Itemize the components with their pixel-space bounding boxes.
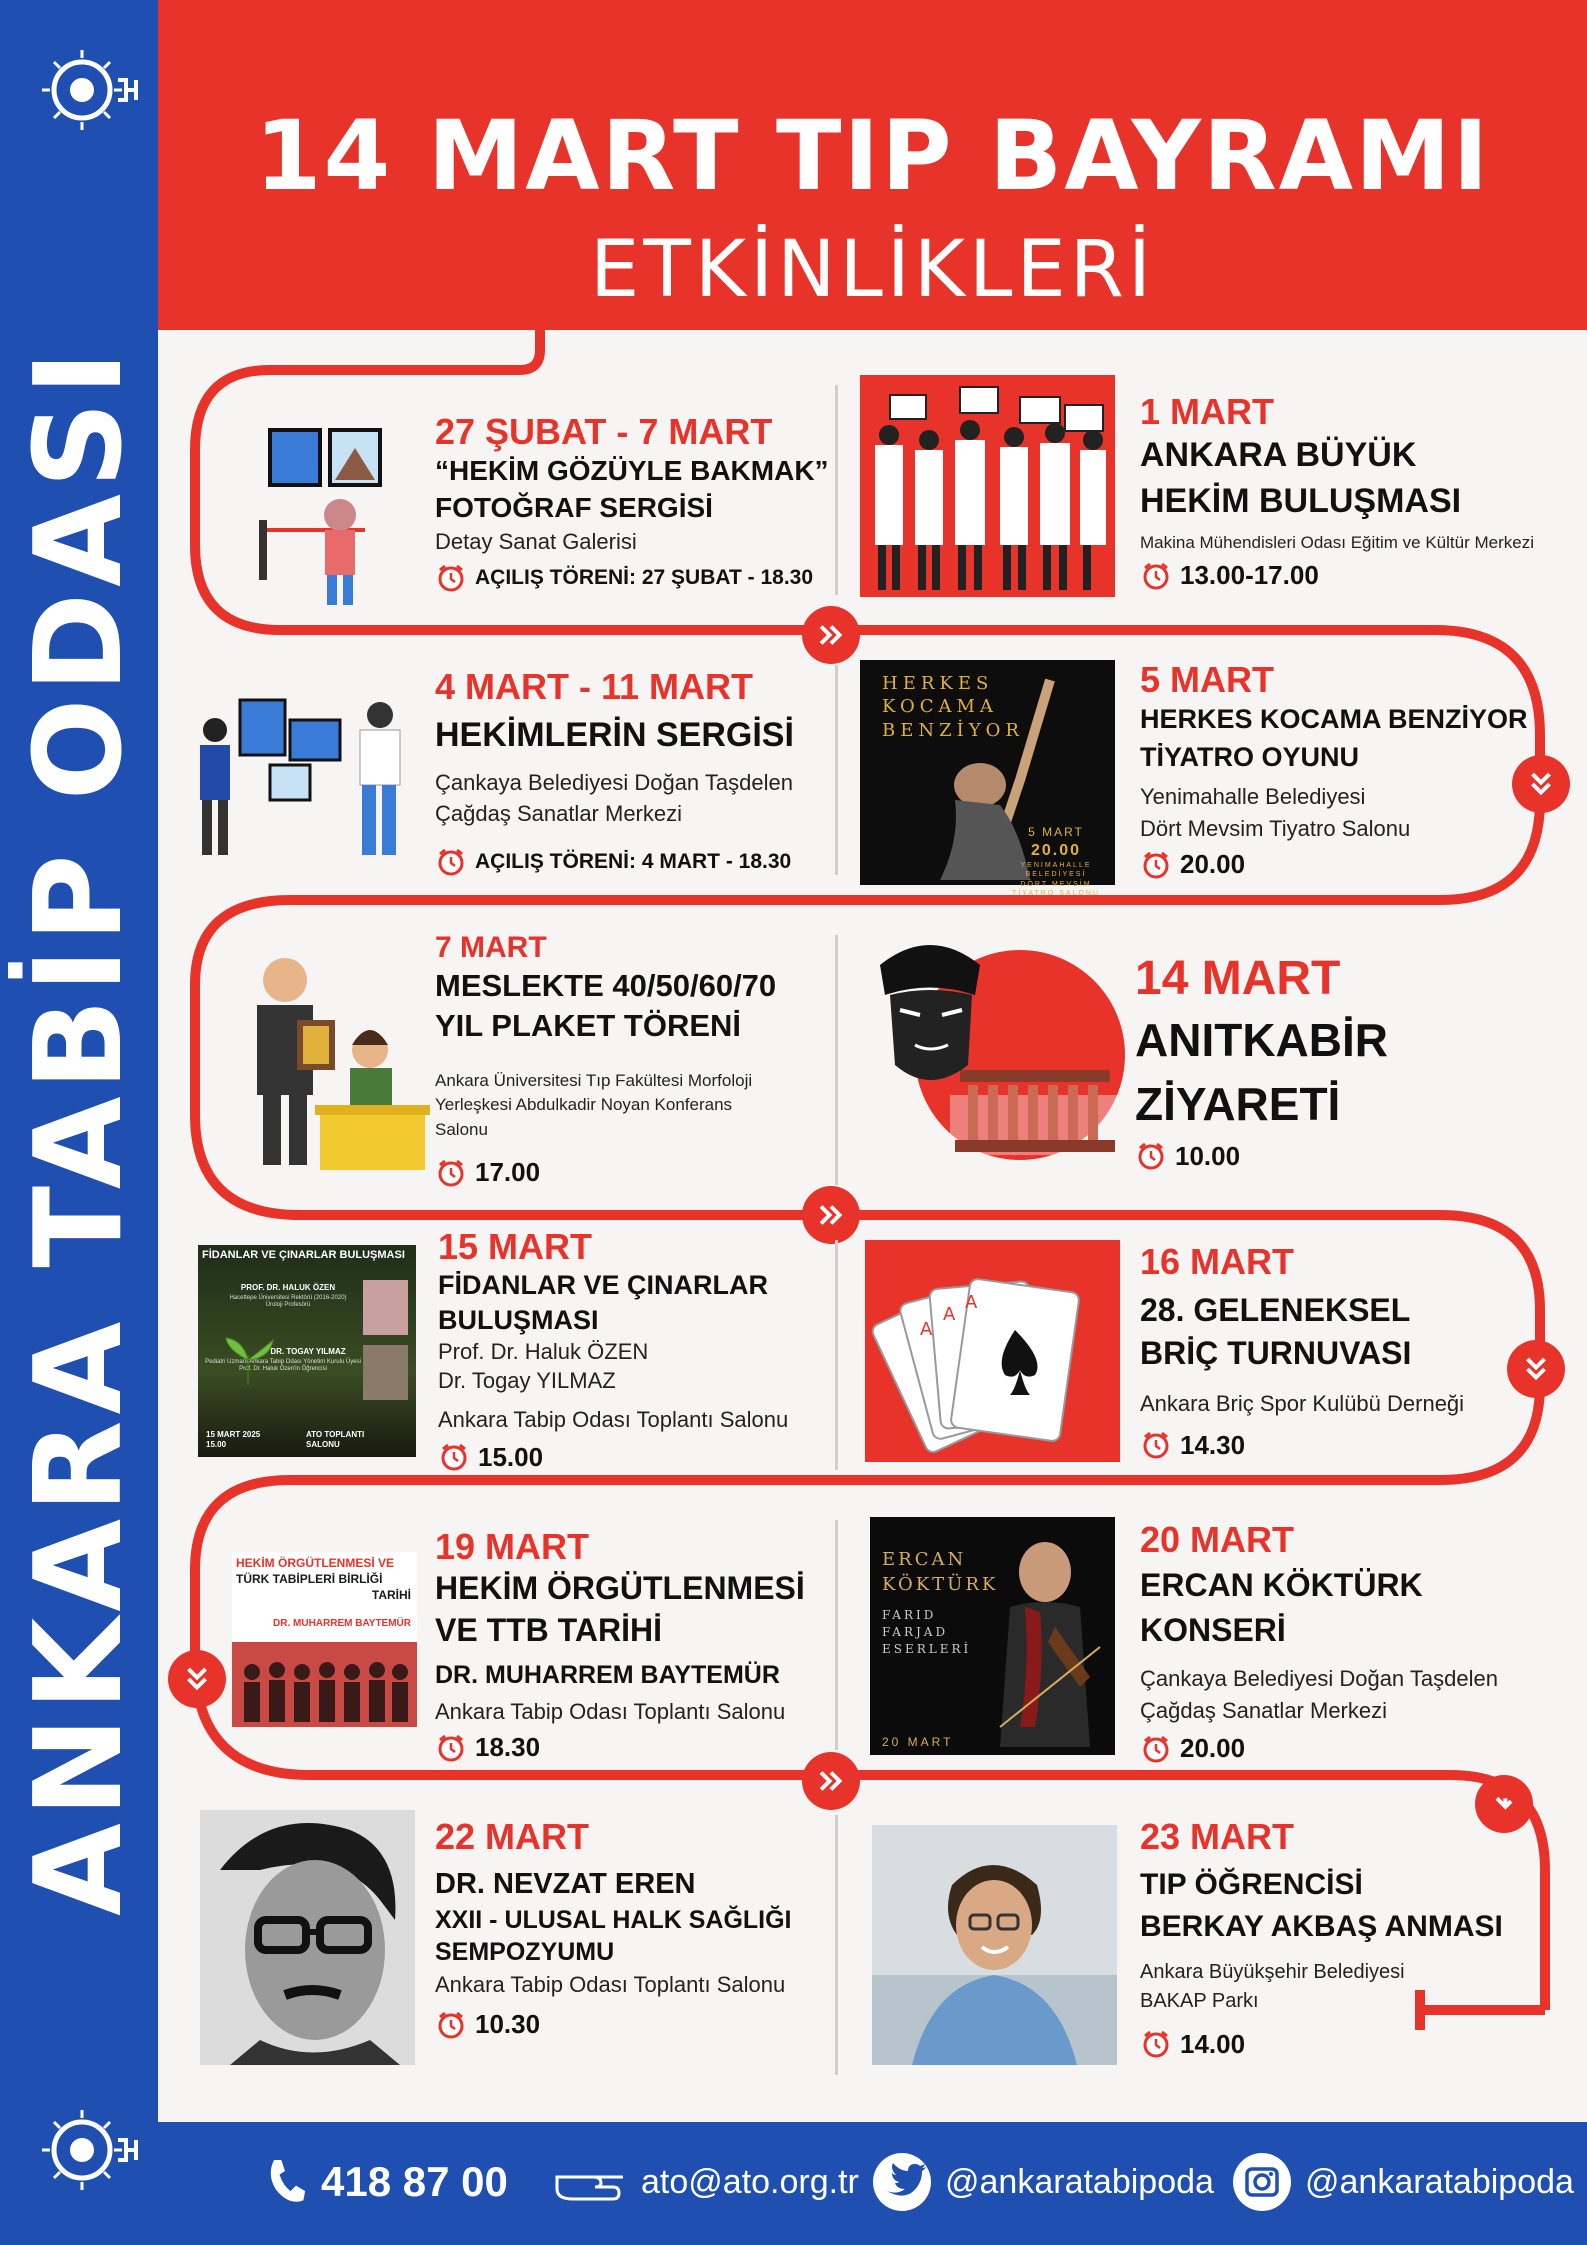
- sub-title: ETKİNLİKLERİ: [590, 225, 1155, 315]
- ato-logo-top: [22, 30, 142, 150]
- svg-text:A: A: [965, 1292, 978, 1313]
- event-date: 7 MART: [435, 931, 547, 964]
- poster-info: 5 MART 20.00 YENİMAHALLE BELEDİYESİ DÖRT MEVSİM TİYATRO SALONU: [1011, 825, 1101, 897]
- vertical-title-text: ANKARA TABİP ODASI: [10, 344, 150, 1916]
- event-time: 14.00: [1140, 2028, 1503, 2060]
- divider: [835, 1815, 838, 2075]
- twitter-icon: [873, 2153, 931, 2211]
- divider: [835, 1520, 838, 1750]
- divider: [835, 1240, 838, 1470]
- event-5-mart: [1140, 658, 1528, 881]
- event-place: Yenimahalle Belediyesi: [1140, 783, 1366, 809]
- event-place: Ankara Büyükşehir Belediyesi: [1140, 1961, 1405, 1984]
- main-title: 14 MART TIP BAYRAMI: [254, 100, 1491, 212]
- svg-text:A: A: [943, 1304, 956, 1325]
- chevron-right-icon: [802, 606, 860, 664]
- anitkabir-illustration: [860, 925, 1130, 1175]
- event-date: 1 MART: [1140, 391, 1274, 432]
- alarm-clock-icon: [1140, 2028, 1172, 2060]
- event-place: Çankaya Belediyesi Doğan Taşdelen: [1140, 1665, 1498, 1691]
- event-title: KONSERİ: [1140, 1611, 1286, 1648]
- event-title: 28. GELENEKSEL: [1140, 1292, 1411, 1329]
- event-date: 19 MART: [435, 1526, 590, 1567]
- event-title: DR. NEVZAT EREN: [435, 1868, 696, 1901]
- event-title: BULUŞMASI: [438, 1305, 599, 1336]
- alarm-clock-icon: [435, 562, 467, 594]
- event-date: 14 MART: [1135, 952, 1341, 1005]
- alarm-clock-icon: [438, 1441, 470, 1473]
- event-date: 23 MART: [1140, 1816, 1295, 1857]
- event-title: HEKİM ÖRGÜTLENMESİ: [435, 1570, 805, 1607]
- event-place: Makina Mühendisleri Odası Eğitim ve Kültür Merkezi: [1140, 532, 1534, 552]
- event-date: 15 MART: [438, 1226, 593, 1267]
- event-time: 10.00: [1135, 1140, 1388, 1172]
- event-7-mart: [435, 930, 776, 1189]
- event-title: VE TTB TARİHİ: [435, 1611, 662, 1648]
- event-1-mart: [1140, 390, 1534, 592]
- event-title: FİDANLAR VE ÇINARLAR: [438, 1270, 768, 1301]
- event-place: Ankara Üniversitesi Tıp Fakültesi Morfoloji: [435, 1070, 753, 1090]
- phone-icon: [263, 2156, 307, 2208]
- fidanlar-poster: FİDANLAR VE ÇINARLAR BULUŞMASI PROF. DR. HALUK ÖZEN Hacettepe Üniversitesi Rektörü (2016-2020) Üroloji Profesörü DR. TOGAY YILMAZ Pediatri Uzmanı Ankara Tabip Odası Yönetim Kurulu Üyesi Prof. Dr. Haluk Özen'in Öğrencisi 15 MART 2025 15.00 ATO TOPLANTI SALONU: [198, 1245, 416, 1457]
- event-place: Çağdaş Sanatlar Merkezi: [435, 801, 683, 827]
- event-time: 13.00-17.00: [1140, 560, 1534, 592]
- alarm-clock-icon: [435, 1157, 467, 1189]
- event-title: TIP ÖĞRENCİSİ: [1140, 1868, 1363, 1902]
- event-time: AÇILIŞ TÖRENİ: 27 ŞUBAT - 18.30: [435, 562, 829, 594]
- event-place: Salonu: [435, 1119, 488, 1139]
- ato-logo-bottom: [22, 2090, 142, 2210]
- alarm-clock-icon: [435, 846, 467, 878]
- instagram-icon: [1233, 2153, 1291, 2211]
- event-speaker: Prof. Dr. Haluk ÖZEN: [438, 1339, 649, 1365]
- alarm-clock-icon: [1140, 1429, 1172, 1461]
- event-title: HERKES KOCAMA BENZİYOR: [1140, 704, 1528, 735]
- footer-email[interactable]: ato@ato.org.tr: [553, 2152, 859, 2212]
- event-title: “HEKİM GÖZÜYLE BAKMAK”: [435, 455, 829, 487]
- event-place: Ankara Tabip Odası Toplantı Salonu: [435, 1698, 786, 1724]
- event-15-mart: [438, 1225, 788, 1473]
- alarm-clock-icon: [1140, 849, 1172, 881]
- alarm-clock-icon: [435, 2009, 467, 2041]
- ttb-history-poster: HEKİM ÖRGÜTLENMESİ VE TÜRK TABİPLERİ BİRLİĞİ TARİHİ DR. MUHARREM BAYTEMÜR: [232, 1552, 417, 1727]
- event-23-mart: [1140, 1815, 1503, 2060]
- divider: [835, 385, 838, 595]
- alarm-clock-icon: [1135, 1140, 1167, 1172]
- event-date: 27 ŞUBAT - 7 MART: [435, 411, 773, 452]
- event-time: 10.30: [435, 2009, 792, 2041]
- divider: [835, 935, 838, 1185]
- ato-logo-icon: [22, 30, 142, 150]
- event-title: BRİÇ TURNUVASI: [1140, 1335, 1412, 1372]
- event-date: 16 MART: [1140, 1241, 1295, 1282]
- event-place: BAKAP Parkı: [1140, 1990, 1259, 2013]
- event-place: Dört Mevsim Tiyatro Salonu: [1140, 815, 1411, 841]
- plaque-ceremony-illustration: [235, 950, 425, 1175]
- event-title: ANITKABİR: [1135, 1013, 1388, 1066]
- chevron-down-icon: [168, 1650, 226, 1708]
- event-subtitle: SEMPOZYUMU: [435, 1938, 615, 1967]
- pointing-hand-icon: [553, 2157, 627, 2207]
- event-place: Çankaya Belediyesi Doğan Taşdelen: [435, 769, 793, 795]
- event-date: 5 MART: [1140, 659, 1274, 700]
- gallery-illustration: [245, 420, 385, 610]
- event-20-mart: [1140, 1518, 1498, 1765]
- event-4-mart: [435, 665, 794, 878]
- event-time: 17.00: [435, 1157, 776, 1189]
- event-title: ERCAN KÖKTÜRK: [1140, 1567, 1423, 1604]
- protest-illustration: [860, 375, 1115, 597]
- footer-twitter[interactable]: @ankaratabipoda: [873, 2152, 1214, 2212]
- event-16-mart: [1140, 1240, 1464, 1461]
- event-time: AÇILIŞ TÖRENİ: 4 MART - 18.30: [435, 846, 794, 878]
- event-speaker: DR. MUHARREM BAYTEMÜR: [435, 1661, 780, 1690]
- berkay-akbas-photo: [872, 1825, 1117, 2065]
- vertical-title: [10, 230, 150, 2030]
- footer-phone[interactable]: 418 87 00: [263, 2152, 508, 2212]
- alarm-clock-icon: [1140, 560, 1172, 592]
- chevron-right-icon: [802, 1186, 860, 1244]
- event-time: 20.00: [1140, 849, 1528, 881]
- event-19-mart: [435, 1525, 805, 1764]
- event-time: 14.30: [1140, 1429, 1464, 1461]
- divider: [835, 665, 838, 875]
- event-title: FOTOĞRAF SERGİSİ: [435, 491, 713, 523]
- footer-instagram[interactable]: @ankaratabipoda: [1233, 2152, 1574, 2212]
- event-date: 4 MART - 11 MART: [435, 666, 754, 707]
- playing-cards-illustration: [865, 1240, 1120, 1462]
- svg-text:A: A: [920, 1319, 933, 1340]
- event-title: MESLEKTE 40/50/60/70: [435, 968, 777, 1003]
- event-place: Ankara Tabip Odası Toplantı Salonu: [438, 1406, 789, 1432]
- exhibition-illustration: [190, 690, 410, 870]
- sidebar: [0, 0, 158, 2245]
- theater-poster: [860, 660, 1115, 897]
- event-date: 20 MART: [1140, 1519, 1295, 1560]
- event-place: Detay Sanat Galerisi: [435, 528, 637, 554]
- ato-logo-icon: [22, 2090, 142, 2210]
- event-time: 18.30: [435, 1732, 805, 1764]
- header: [158, 0, 1587, 330]
- event-22-mart: [435, 1815, 792, 2041]
- event-subtitle: XXII - ULUSAL HALK SAĞLIĞI: [435, 1905, 792, 1934]
- chevron-right-icon: [802, 1752, 860, 1810]
- alarm-clock-icon: [1140, 1733, 1172, 1765]
- poster-title: HERKES KOCAMA BENZİYOR: [882, 673, 1024, 741]
- event-place: Ankara Briç Spor Kulübü Derneği: [1140, 1390, 1465, 1416]
- event-place: Yerleşkesi Abdulkadir Noyan Konferans: [435, 1095, 733, 1115]
- event-title: BERKAY AKBAŞ ANMASI: [1140, 1910, 1503, 1944]
- event-title: ZİYARETİ: [1135, 1077, 1341, 1130]
- event-title: TİYATRO OYUNU: [1140, 741, 1360, 772]
- event-speaker: Dr. Togay YILMAZ: [438, 1367, 616, 1393]
- alarm-clock-icon: [435, 1732, 467, 1764]
- event-14-mart: [1135, 950, 1388, 1172]
- event-time: 15.00: [438, 1441, 788, 1473]
- nevzat-eren-portrait: [200, 1810, 415, 2065]
- event-title: HEKİMLERİN SERGİSİ: [435, 716, 794, 755]
- event-27-subat: [435, 410, 829, 594]
- footer: [158, 2122, 1587, 2245]
- event-title: ANKARA BÜYÜK: [1140, 436, 1417, 475]
- event-date: 22 MART: [435, 1816, 590, 1857]
- event-place: Ankara Tabip Odası Toplantı Salonu: [435, 1971, 786, 1997]
- event-title: HEKİM BULUŞMASI: [1140, 482, 1462, 521]
- event-place: Çağdaş Sanatlar Merkezi: [1140, 1697, 1388, 1723]
- event-time: 20.00: [1140, 1733, 1498, 1765]
- event-title: YIL PLAKET TÖRENİ: [435, 1008, 742, 1044]
- chevron-down-icon: [1507, 1340, 1565, 1398]
- concert-poster: ERCAN KÖKTÜRK FARID FARJAD ESERLERİ 20 MART: [870, 1517, 1115, 1755]
